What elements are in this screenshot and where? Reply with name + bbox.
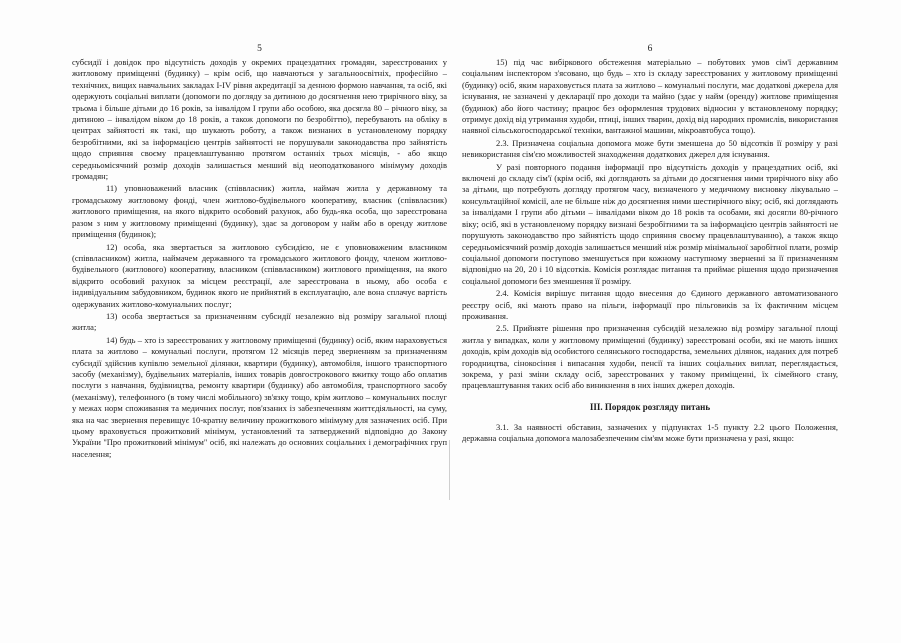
paragraph: субсидії і довідок про відсутність доходів у окремих працездатних громадян, зареєстрованих у житловому приміщенні (будинку) – крім осіб, що навчаються у загальноосвітніх, професійно – технічних, вищих навчальних закладах I-IV рівня акредитації за денною формою навчання, та осіб, які одержують соціальні виплати (допомоги по догляду за дитиною до досягнення нею трирічного віку, за трьома і більше дітьми до 16 років, за інвалідом I групи або особою, яка досягла 80 – річного віку, за дитиною – інвалідом віком до 18 років, а також допомоги по безробіттю), перебувають на обліку в центрах зайнятості як такі, що шукають роботу, а також визнаних в установленому порядку безробітними, які за інформацією центрів зайнятості не порушували законодавства про зайнятість щодо сприяння своєму працевлаштуванню протягом останніх трьох місяців, - або якщо середньомісячний розмір доходів залишається менший від неоподаткованого мінімуму доходів громадян;: [72, 57, 447, 182]
paragraph: 14) будь – хто із зареєстрованих у житловому приміщенні (будинку) осіб, яким нараховується плата за житлово – комунальні послуги, протягом 12 місяців перед зверненням за призначенням субсидії здійснив купівлю земельної ділянки, квартири (будинку), автомобіля, іншого транспортного засобу (механізму), будівельних матеріалів, інших товарів довгострокового вжитку тощо або оплатив послуги з навчання, будівництва, ремонту квартири (будинку) або автомобіля, транспортного засобу (механізму), телефонного (в тому числі мобільного) зв'язку тощо, крім житлово – комунальних послуг у межах норм споживання та медичних послуг, пов'язаних із забезпеченням життєдіяльності, на суму, яка на час звернення перевищує 10-кратну величину прожиткового мінімуму для зазначених осіб. При цьому враховується прожитковий мінімум, установлений та затверджений відповідно до Закону України "Про прожитковий мінімум" осіб, які належать до основних соціальних і демографічних груп населення;: [72, 334, 447, 459]
paragraph: 11) уповноважений власник (співвласник) житла, наймач житла у державному та громадському житловому фонді, член житлово-будівельного кооперативу, власник (співвласник) житлового приміщення, на якого відкрито особовий рахунок, або будь-яка особа, що зареєстрована разом з ним у житловому приміщенні (будинку), здає за договором у найм або в оренду житлове приміщення (будинок);: [72, 183, 447, 240]
paragraph: 2.3. Призначена соціальна допомога може бути зменшена до 50 відсотків її розміру у разі невикористання сім'єю можливостей знаходження додаткових джерел для існування.: [462, 137, 838, 160]
page-gutter: [449, 440, 450, 500]
right-page: [462, 44, 838, 639]
paragraph: 13) особа звертається за призначенням субсидії незалежно від розміру загальної площі житла;: [72, 310, 447, 333]
paragraph: 15) під час вибіркового обстеження матеріально – побутових умов сім'ї державним соціальним інспектором з'ясовано, що будь – хто із складу зареєстрованих у житловому приміщенні (будинку) осіб, яким нараховується плата за житлово – комунальні послуги, має додаткові джерела для існування, не зазначені у декларації про доходи та майно (здає у найм (оренду) житлове приміщення (будинок) або його частину; працює без оформлення трудових відносин у встановленому порядку; отримує дохід від утримання худоби, птиці, інших тварин, дохід від народних промислів, використання наявної сільськогосподарської техніки, вантажної машини, мікроавтобуса тощо).: [462, 57, 838, 136]
paragraph: 12) особа, яка звертається за житловою субсидією, не є уповноваженим власником (співвласником) житла, наймачем державного та громадського житлового фонду, членом житлово-будівельного (житлового) кооперативу, власником (співвласником) житлового приміщення, на якого відкрито особовий рахунок за місцем реєстрації, але зареєстрована в ньому, або особа є індивідуальним забудовником, будинок якого не прийнятий в експлуатацію, але вона сплачує вартість одержуваних житлово-комунальних послуг;: [72, 241, 447, 309]
page-number: 5: [257, 44, 262, 54]
paragraph: 2.4. Комісія вирішує питання щодо внесення до Єдиного державного автоматизованого реєстру осіб, які мають право на пільги, інформації про пільговиків за їх фактичним місцем проживання.: [462, 288, 838, 321]
page-number: 6: [647, 44, 653, 54]
section-heading: III. Порядок розгляду питань: [589, 401, 711, 412]
paragraph: У разі повторного подання інформації про відсутність доходів у працездатних осіб, які включені до складу сім'ї (крім осіб, які доглядають за дітьми до досягнення ними трирічного віку або за дітьми, що потребують догляду протягом часу, визначеного у медичному висновку лікувально – консультаційної комісії, але не більше ніж до досягнення ними шестирічного віку; осіб, які доглядають за інвалідами I групи або дітьми – інвалідами віком до 18 років та особами, які досягли 80-річного віку; осіб, які в установленому порядку визнані безробітними та за інформацією центрів зайнятості не порушують законодавство про зайнятість щодо сприяння своєму працевлаштуванню), а також якщо середньомісячний розмір доходів залишається менший ніж розмір мінімальної заробітної плати, розмір соціальної допомоги поступово зменшується при кожному наступному зверненні за її призначенням відповідно на 20, 20 і 10 відсотків. Комісія розглядає питання та приймає рішення щодо призначення соціальної допомоги без зменшення її розміру.: [462, 161, 838, 286]
paragraph: 2.5. Прийняте рішення про призначення субсидій незалежно від розміру загальної площі житла у випадках, коли у житловому приміщенні (будинку) зареєстровані особи, які не мають інших доходів, крім доходів від особистого селянського господарства, земельних ділянок, наданих для потреб городництва, сінокосіння і випасання худоби, пенсії та інших соціальних виплат, переглядається, зокрема, у разі зміни складу осіб, зареєстрованих у такому приміщенні, їх сімейного стану, працевлаштування таких осіб або виникнення в них інших джерел доходів.: [462, 323, 838, 391]
left-page: [72, 44, 447, 639]
paragraph: 3.1. За наявності обставин, зазначених у підпунктах 1-5 пункту 2.2 цього Положення, державна соціальна допомога малозабезпеченим сім'ям може бути призначена у разі, якщо:: [462, 421, 838, 444]
